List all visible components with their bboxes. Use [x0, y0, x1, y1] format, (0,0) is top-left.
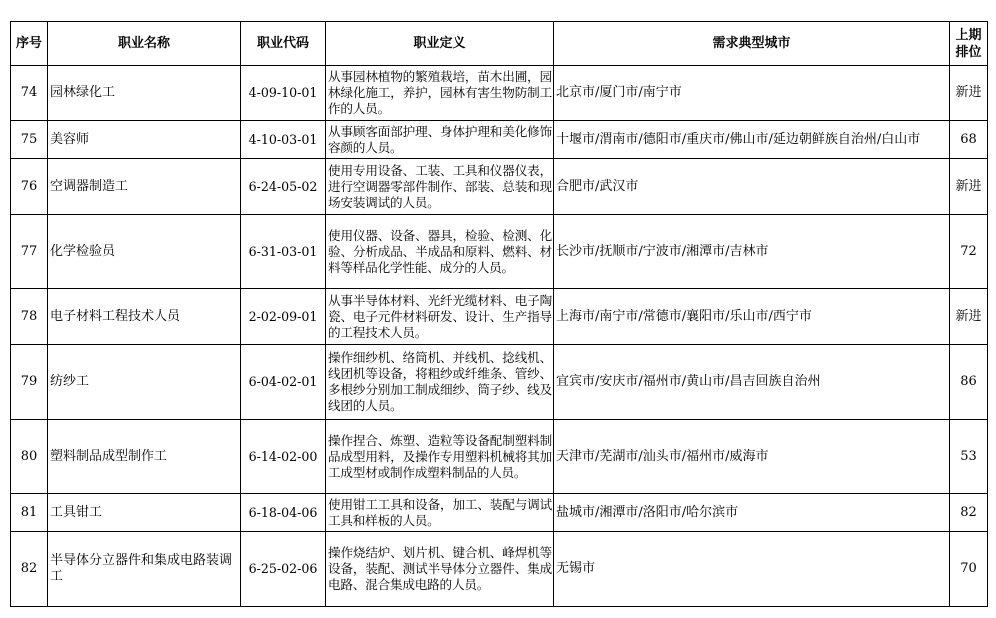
row-definition: 操作烧结炉、划片机、键合机、峰焊机等设备，装配、测试半导体分立器件、集成电路、混合集成电路的人员。 [326, 532, 554, 607]
row-prev-rank: 68 [950, 121, 988, 159]
row-code: 6-25-02-06 [241, 532, 326, 607]
row-name: 工具钳工 [48, 494, 241, 532]
table-row [11, 494, 988, 532]
row-name: 美容师 [48, 121, 241, 159]
row-prev-rank: 72 [950, 215, 988, 289]
row-definition: 使用钳工工具和设备，加工、装配与调试工具和样板的人员。 [326, 494, 554, 532]
row-code: 6-31-03-01 [241, 215, 326, 289]
row-no: 80 [11, 420, 48, 494]
row-cities: 上海市/南宁市/常德市/襄阳市/乐山市/西宁市 [554, 289, 950, 345]
row-definition: 使用专用设备、工装、工具和仪器仪表，进行空调器零部件制作、部装、总装和现场安装调试的人员。 [326, 159, 554, 215]
row-name: 电子材料工程技术人员 [48, 289, 241, 345]
table-row [11, 121, 988, 159]
row-code: 6-14-02-00 [241, 420, 326, 494]
row-prev-rank: 新进 [950, 66, 988, 121]
row-prev-rank: 53 [950, 420, 988, 494]
row-prev-rank: 70 [950, 532, 988, 607]
row-definition: 从事半导体材料、光纤光缆材料、电子陶瓷、电子元件材料研发、设计、生产指导的工程技术人员。 [326, 289, 554, 345]
row-code: 4-09-10-01 [241, 66, 326, 121]
row-prev-rank: 86 [950, 345, 988, 420]
row-code: 2-02-09-01 [241, 289, 326, 345]
row-cities: 合肥市/武汉市 [554, 159, 950, 215]
occupation-demand-table [10, 21, 988, 607]
row-definition: 从事园林植物的繁殖栽培，苗木出圃，园林绿化施工，养护，园林有害生物防制工作的人员。 [326, 66, 554, 121]
table-row [11, 289, 988, 345]
row-code: 6-24-05-02 [241, 159, 326, 215]
row-no: 79 [11, 345, 48, 420]
row-definition: 使用仪器、设备、器具，检验、检测、化验、分析成品、半成品和原料、燃料、材料等样品化学性能、成分的人员。 [326, 215, 554, 289]
row-name: 塑料制品成型制作工 [48, 420, 241, 494]
row-name: 化学检验员 [48, 215, 241, 289]
row-no: 78 [11, 289, 48, 345]
row-cities: 长沙市/抚顺市/宁波市/湘潭市/吉林市 [554, 215, 950, 289]
table-row [11, 345, 988, 420]
row-name: 空调器制造工 [48, 159, 241, 215]
header-name: 职业名称 [48, 22, 241, 66]
row-cities: 十堰市/渭南市/德阳市/重庆市/佛山市/延边朝鲜族自治州/白山市 [554, 121, 950, 159]
row-name: 半导体分立器件和集成电路装调工 [48, 532, 241, 607]
row-no: 81 [11, 494, 48, 532]
header-cities: 需求典型城市 [554, 22, 950, 66]
row-cities: 盐城市/湘潭市/洛阳市/哈尔滨市 [554, 494, 950, 532]
header-no: 序号 [11, 22, 48, 66]
header-definition: 职业定义 [326, 22, 554, 66]
row-prev-rank: 82 [950, 494, 988, 532]
row-no: 82 [11, 532, 48, 607]
row-no: 76 [11, 159, 48, 215]
row-cities: 北京市/厦门市/南宁市 [554, 66, 950, 121]
table-row [11, 215, 988, 289]
header-prev-rank: 上期排位 [950, 22, 988, 66]
row-name: 园林绿化工 [48, 66, 241, 121]
header-code: 职业代码 [241, 22, 326, 66]
table-row [11, 66, 988, 121]
table-row [11, 532, 988, 607]
table-row [11, 420, 988, 494]
row-cities: 无锡市 [554, 532, 950, 607]
row-definition: 从事顾客面部护理、身体护理和美化修饰容颜的人员。 [326, 121, 554, 159]
row-code: 4-10-03-01 [241, 121, 326, 159]
row-name: 纺纱工 [48, 345, 241, 420]
row-definition: 操作细纱机、络筒机、并线机、捻线机、线团机等设备，将粗纱或纤维条、管纱、多根纱分别加工制成细纱、筒子纱、线及线团的人员。 [326, 345, 554, 420]
row-no: 74 [11, 66, 48, 121]
row-no: 75 [11, 121, 48, 159]
table-row [11, 159, 988, 215]
row-code: 6-18-04-06 [241, 494, 326, 532]
row-cities: 宜宾市/安庆市/福州市/黄山市/昌吉回族自治州 [554, 345, 950, 420]
table-header-row [11, 22, 988, 66]
row-definition: 操作捏合、炼塑、造粒等设备配制塑料制品成型用料，及操作专用塑料机械将其加工成型材或制作成塑料制品的人员。 [326, 420, 554, 494]
row-no: 77 [11, 215, 48, 289]
row-prev-rank: 新进 [950, 159, 988, 215]
row-prev-rank: 新进 [950, 289, 988, 345]
occupation-table-sheet [10, 21, 988, 607]
row-code: 6-04-02-01 [241, 345, 326, 420]
row-cities: 天津市/芜湖市/汕头市/福州市/威海市 [554, 420, 950, 494]
